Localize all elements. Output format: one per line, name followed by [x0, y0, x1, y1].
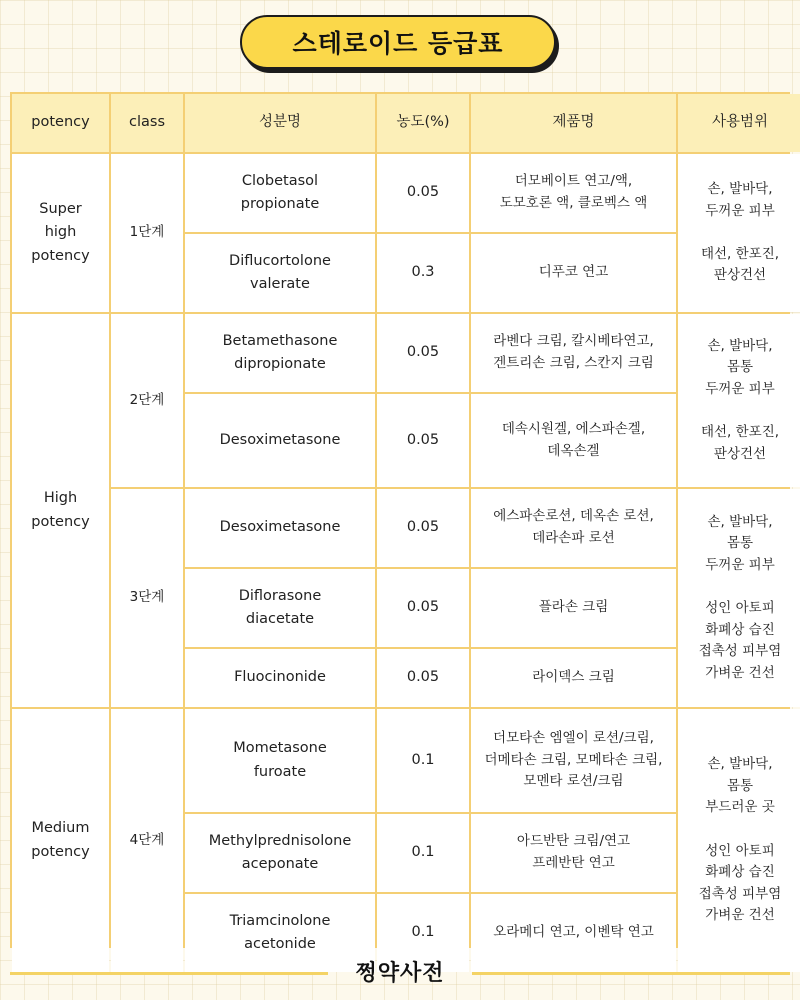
footer-divider-left [10, 972, 328, 975]
concentration-cell: 0.05 [377, 394, 469, 487]
header-concentration: 농도(%) [377, 94, 469, 152]
concentration-cell: 0.1 [377, 709, 469, 812]
ingredient-cell: Desoximetasone [185, 394, 375, 487]
product-cell: 데속시원겔, 에스파손겔, 데옥손겔 [471, 394, 676, 487]
class-4: 4단계 [111, 709, 183, 972]
product-cell: 라벤다 크림, 칼시베타연고, 겐트리손 크림, 스칸지 크림 [471, 314, 676, 392]
usage-cell-class-2: 손, 발바닥, 몸통 두꺼운 피부 태선, 한포진, 판상건선 [678, 314, 800, 487]
ingredient-cell: Triamcinolone acetonide [185, 894, 375, 972]
header-potency: potency [12, 94, 109, 152]
concentration-cell: 0.05 [377, 154, 469, 232]
concentration-cell: 0.05 [377, 569, 469, 647]
ingredient-cell: Clobetasol propionate [185, 154, 375, 232]
product-cell: 라이덱스 크림 [471, 649, 676, 707]
concentration-cell: 0.05 [377, 649, 469, 707]
header-product: 제품명 [471, 94, 676, 152]
ingredient-cell: Betamethasone dipropionate [185, 314, 375, 392]
product-cell: 더모타손 엠엘이 로션/크림, 더메타손 크림, 모메타손 크림, 모멘타 로션/크림 [471, 709, 676, 812]
header-ingredient: 성분명 [185, 94, 375, 152]
class-2: 2단계 [111, 314, 183, 487]
class-1: 1단계 [111, 154, 183, 312]
concentration-cell: 0.05 [377, 314, 469, 392]
class-3: 3단계 [111, 489, 183, 707]
header-class: class [111, 94, 183, 152]
potency-super-high: Super high potency [12, 154, 109, 312]
product-cell: 오라메디 연고, 이벤탁 연고 [471, 894, 676, 972]
ingredient-cell: Fluocinonide [185, 649, 375, 707]
concentration-cell: 0.05 [377, 489, 469, 567]
ingredient-cell: Methylprednisolone aceponate [185, 814, 375, 892]
concentration-cell: 0.1 [377, 894, 469, 972]
ingredient-cell: Desoximetasone [185, 489, 375, 567]
footer-brand: 쩡약사전 [355, 961, 445, 986]
footer-divider-right [472, 972, 790, 975]
potency-medium: Medium potency [12, 709, 109, 972]
concentration-cell: 0.3 [377, 234, 469, 312]
page-title: 스테로이드 등급표 [240, 15, 556, 69]
ingredient-cell: Mometasone furoate [185, 709, 375, 812]
usage-cell-class-3: 손, 발바닥, 몸통 두꺼운 피부 성인 아토피 화폐상 습진 접촉성 피부염 가벼운 건선 [678, 489, 800, 707]
product-cell: 더모베이트 연고/액, 도모호론 액, 클로벡스 액 [471, 154, 676, 232]
usage-cell-class-4: 손, 발바닥, 몸통 부드러운 곳 성인 아토피 화폐상 습진 접촉성 피부염 가벼운 건선 [678, 709, 800, 972]
potency-high: High potency [12, 314, 109, 707]
product-cell: 에스파손로션, 데옥손 로션, 데라손파 로션 [471, 489, 676, 567]
steroid-grade-table [10, 92, 790, 952]
ingredient-cell: Diflucortolone valerate [185, 234, 375, 312]
usage-cell-class-1: 손, 발바닥, 두꺼운 피부 태선, 한포진, 판상건선 [678, 154, 800, 312]
product-cell: 아드반탄 크림/연고 프레반탄 연고 [471, 814, 676, 892]
concentration-cell: 0.1 [377, 814, 469, 892]
product-cell: 플라손 크림 [471, 569, 676, 647]
product-cell: 디푸코 연고 [471, 234, 676, 312]
header-usage: 사용범위 [678, 94, 800, 152]
ingredient-cell: Diflorasone diacetate [185, 569, 375, 647]
